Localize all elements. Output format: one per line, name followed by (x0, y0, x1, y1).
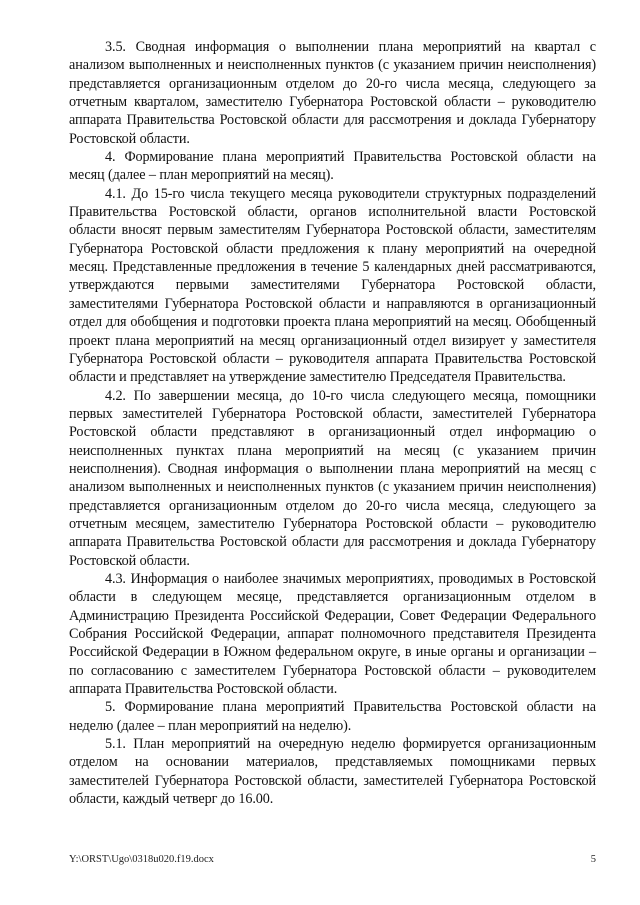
paragraph-4-1: 4.1. До 15-го числа текущего месяца руководители структурных подразделений Правительства Ростовской области, органов исполнительной власти Ростовской области вносят первым заместителям Губернатора Ростовской области, заместителям Губернатора Ростовской области предложения к плану мероприятий на очередной месяц. Представленные предложения в течение 5 календарных дней рассматриваются, утверждаются первыми заместителями Губернатора Ростовской области, заместителями Губернатора Ростовской области и направляются в организационный отдел для обобщения и подготовки проекта плана мероприятий на месяц. Обобщенный проект плана мероприятий на месяц организационный отдел визирует у заместителя Губернатора Ростовской области – руководителя аппарата Правительства Ростовской области и представляет на утверждение заместителю Председателя Правительства. (69, 185, 596, 386)
paragraph-4-heading: 4. Формирование плана мероприятий Правительства Ростовской области на месяц (далее – план мероприятий на месяц). (69, 149, 596, 184)
page-footer (69, 854, 596, 868)
document-body (69, 38, 596, 808)
paragraph-5-heading: 5. Формирование плана мероприятий Правительства Ростовской области на неделю (далее – план мероприятий на неделю). (69, 699, 596, 734)
paragraph-5-1: 5.1. План мероприятий на очередную неделю формируется организационным отделом на основании материалов, представляемых помощниками первых заместителей Губернатора Ростовской области, заместителей Губернатора Ростовской области, каждый четверг до 16.00. (69, 736, 596, 808)
page-number: 5 (590, 854, 596, 865)
footer-file-path: Y:\ORST\Ugo\0318u020.f19.docx (69, 854, 214, 865)
paragraph-3-5: 3.5. Сводная информация о выполнении плана мероприятий на квартал с анализом выполненных и неисполненных пунктов (с указанием причин неисполнения) представляется организационным отделом до 20-го числа месяца, следующего за отчетным кварталом, заместителю Губернатора Ростовской области – руководителю аппарата Правительства Ростовской области для рассмотрения и доклада Губернатору Ростовской области. (69, 39, 596, 147)
paragraph-4-3: 4.3. Информация о наиболее значимых мероприятиях, проводимых в Ростовской области в следующем месяце, представляется организационным отделом в Администрацию Президента Российской Федерации, Совет Федерации Федерального Собрания Российской Федерации, аппарат полномочного представителя Президента Российской Федерации в Южном федеральном округе, в иные органы и организации – по согласованию с заместителем Губернатора Ростовской области – руководителем аппарата Правительства Ростовской области. (69, 570, 596, 698)
paragraph-4-2: 4.2. По завершении месяца, до 10-го числа следующего месяца, помощники первых заместителей Губернатора Ростовской области, заместителей Губернатора Ростовской области представляют в организационный отдел информацию о неисполненных пунктах плана мероприятий на месяц (с указанием причин неисполнения). Сводная информация о выполнении плана мероприятий на месяц с анализом выполненных и неисполненных пунктов (с указанием причин неисполнения) представляется организационным отделом до 20-го числа месяца, следующего за отчетным месяцем, заместителю Губернатора Ростовской области – руководителю аппарата Правительства Ростовской области для рассмотрения и доклада Губернатору Ростовской области. (69, 387, 596, 569)
